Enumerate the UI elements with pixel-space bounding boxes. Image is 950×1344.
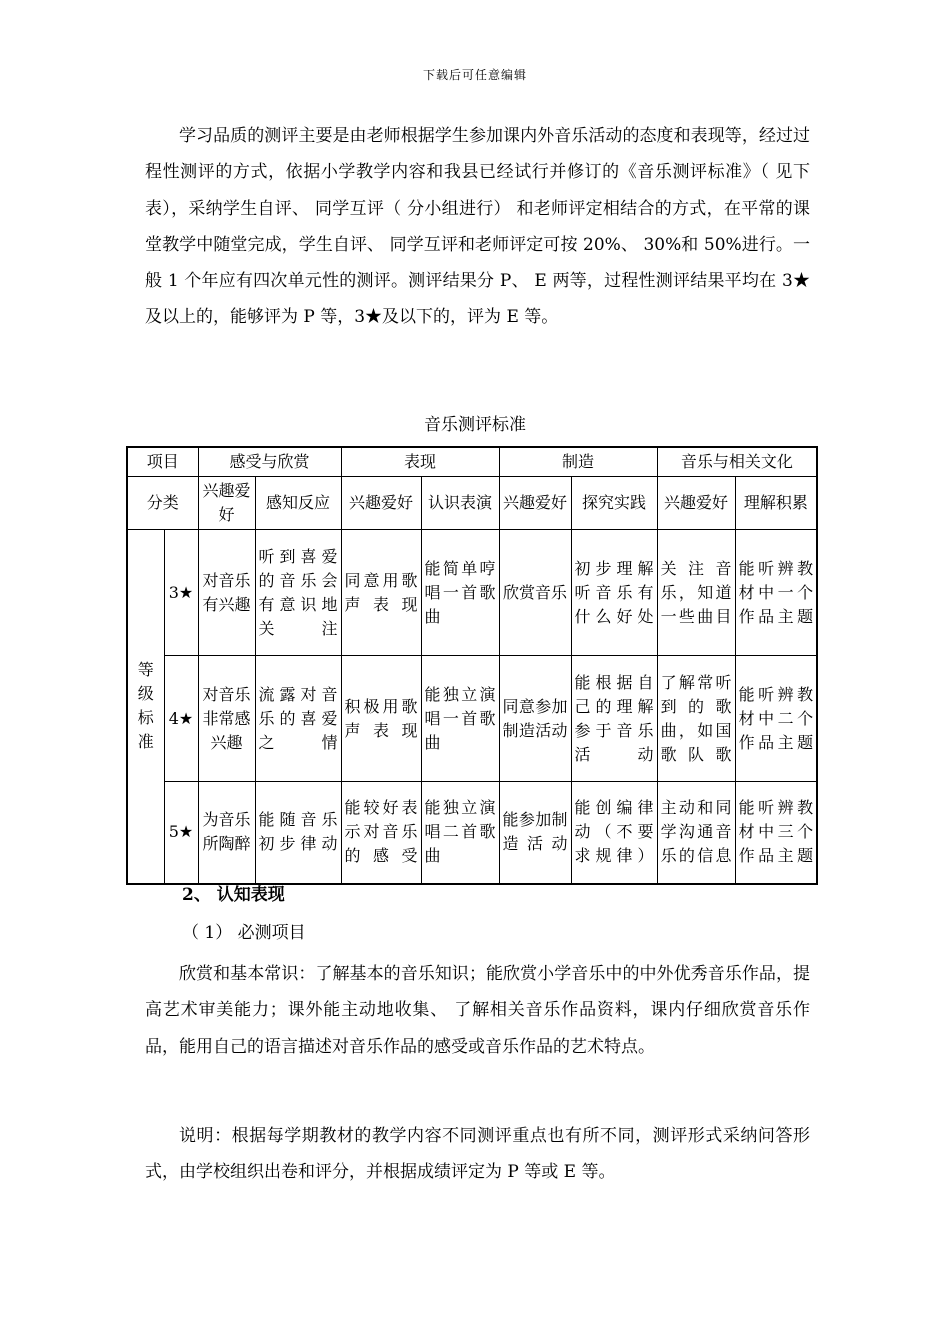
table-cell: 能听辨教材中一个作品主题 xyxy=(735,530,817,656)
table-row-4-star xyxy=(127,656,817,782)
table-cell: 能随音乐初步律动 xyxy=(255,782,341,884)
appreciation-paragraph: 欣赏和基本常识：了解基本的音乐知识；能欣赏小学音乐中的中外优秀音乐作品，提高艺术审美能力；课外能主动地收集、 了解相关音乐作品资料，课内仔细欣赏音乐作品，能用自己的语言描述对音乐作品的感受或音乐作品的艺术特点。 xyxy=(145,964,810,1057)
section-title: 2、 认知表现 xyxy=(182,885,285,905)
grade-standard-label: 等级标准 xyxy=(127,530,164,884)
level-cell: 5★ xyxy=(164,782,198,884)
note-paragraph: 说明：根据每学期教材的教学内容不同测评重点也有所不同，测评形式采纳问答形式，由学校组织出卷和评分，并根据成绩评定为 P 等或 E 等。 xyxy=(145,1126,810,1183)
table-cell: 能听辨教材中三个作品主题 xyxy=(735,782,817,884)
table-cell: 能创编律动（不要求规律） xyxy=(571,782,657,884)
table-cell: 同意参加制造活动 xyxy=(499,656,571,782)
table-cell: 欣赏音乐 xyxy=(499,530,571,656)
table-cell: 积极用歌声表现 xyxy=(341,656,421,782)
table-row-5-star xyxy=(127,782,817,884)
table-cell: 为音乐所陶醉 xyxy=(198,782,255,884)
subsection-title: （ 1） 必测项目 xyxy=(182,923,306,943)
header-project: 项目 xyxy=(127,447,198,477)
intro-paragraph: 学习品质的测评主要是由老师根据学生参加课内外音乐活动的态度和表现等，经过过程性测评的方式，依据小学教学内容和我县已经试行并修订的《音乐测评标准》（ 见下表），采纳学生自评、 同学互评（ 分小组进行） 和老师评定相结合的方式，在平常的课堂教学中随堂完成，学生自评、 同学互评和老师评定可按 20%、 30%和 50%进行。一般 1 个年应有四次单元性的测评。测评结果分 P、 E 两等，过程性测评结果平均在 3★及以上的，能够评为 P 等，3★及以下的，评为 E 等。 xyxy=(145,126,810,328)
header-category: 分类 xyxy=(127,477,198,530)
table-cell: 流露对音乐的喜爱之情 xyxy=(255,656,341,782)
table-cell: 能听辨教材中二个作品主题 xyxy=(735,656,817,782)
table-cell: 能根据自己的理解参于音乐活动 xyxy=(571,656,657,782)
table-cell: 听到喜爱的音乐会有意识地关注 xyxy=(255,530,341,656)
sub-header: 兴趣爱好 xyxy=(499,477,571,530)
sub-header: 兴趣爱好 xyxy=(198,477,255,530)
table-cell: 对音乐有兴趣 xyxy=(198,530,255,656)
table-cell: 能简单哼唱一首歌曲 xyxy=(421,530,499,656)
header-culture: 音乐与相关文化 xyxy=(657,447,817,477)
table-cell: 能独立演唱一首歌曲 xyxy=(421,656,499,782)
table-cell: 能独立演唱二首歌曲 xyxy=(421,782,499,884)
sub-header: 认识表演 xyxy=(421,477,499,530)
header-perform: 表现 xyxy=(341,447,499,477)
table-cell: 主动和同学沟通音乐的信息 xyxy=(657,782,735,884)
header-feel-appreciate: 感受与欣赏 xyxy=(198,447,341,477)
sub-header: 兴趣爱好 xyxy=(657,477,735,530)
table-cell: 能较好表示对音乐的感受 xyxy=(341,782,421,884)
table-cell: 关注音乐，知道一些曲目 xyxy=(657,530,735,656)
music-assessment-table xyxy=(126,446,818,885)
table-cell: 能参加制造活动 xyxy=(499,782,571,884)
sub-header: 感知反应 xyxy=(255,477,341,530)
table-row-3-star xyxy=(127,530,817,656)
page-header: 下载后可任意编辑 xyxy=(422,68,527,82)
sub-header: 理解积累 xyxy=(735,477,817,530)
sub-header: 探究实践 xyxy=(571,477,657,530)
header-create: 制造 xyxy=(499,447,657,477)
level-cell: 3★ xyxy=(164,530,198,656)
level-cell: 4★ xyxy=(164,656,198,782)
table-cell: 初步理解听音乐有什么好处 xyxy=(571,530,657,656)
table-cell: 了解常听到的歌曲，如国歌队歌 xyxy=(657,656,735,782)
sub-header: 兴趣爱好 xyxy=(341,477,421,530)
table-cell: 对音乐非常感兴趣 xyxy=(198,656,255,782)
table-title: 音乐测评标准 xyxy=(424,415,526,435)
table-cell: 同意用歌声表现 xyxy=(341,530,421,656)
